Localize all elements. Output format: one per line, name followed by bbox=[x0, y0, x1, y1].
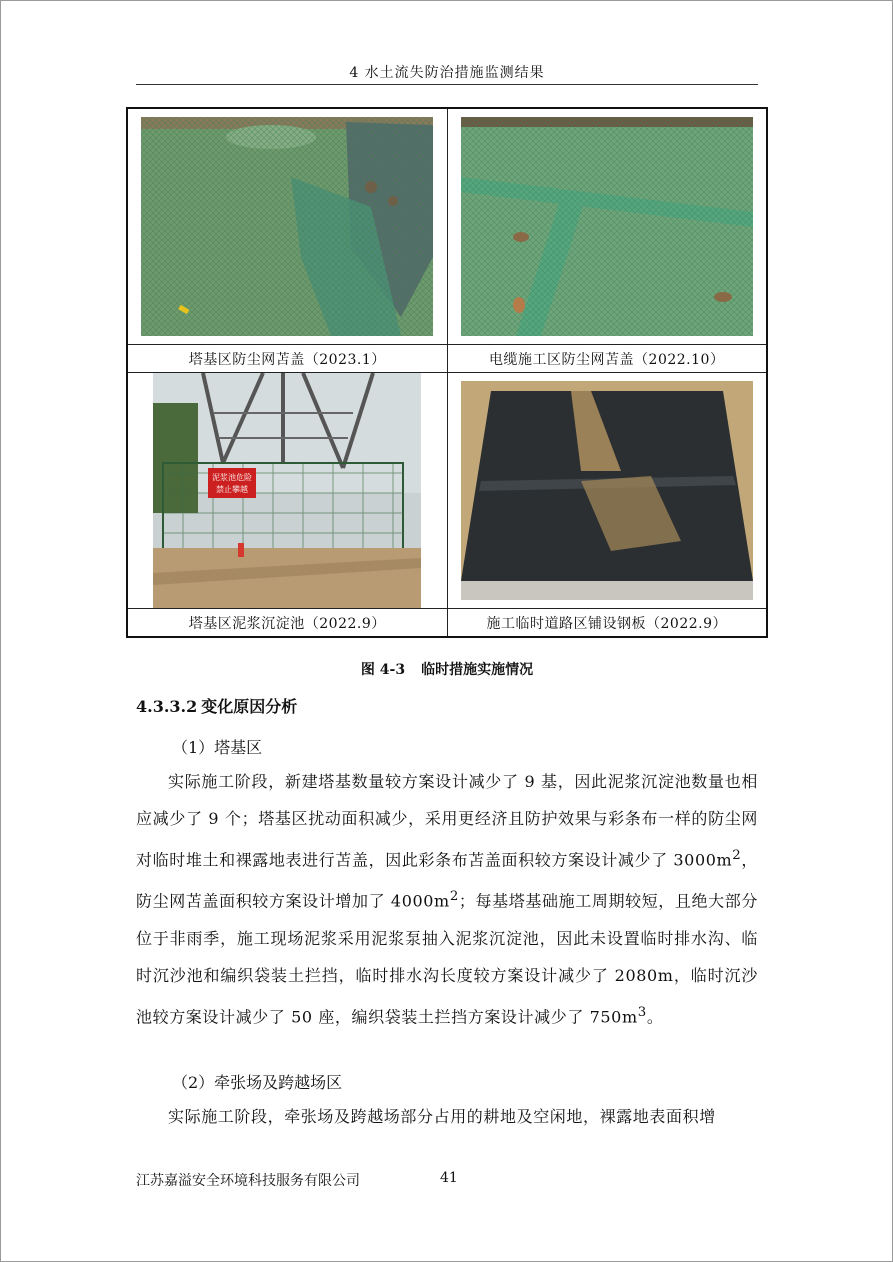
dust-net-cable-photo bbox=[461, 117, 753, 336]
running-header: 4 水土流失防治措施监测结果 bbox=[349, 65, 545, 81]
photo-cell bbox=[447, 373, 767, 609]
section-number: 4.3.3.2 bbox=[136, 697, 198, 716]
steel-plate-road-photo bbox=[461, 381, 753, 600]
section-heading bbox=[136, 694, 297, 717]
photo-caption: 施工临时道路区铺设钢板（2022.9） bbox=[447, 609, 767, 638]
subheading-tension-area: （2）牵张场及跨越场区 bbox=[172, 1073, 343, 1092]
photo-cell bbox=[127, 373, 447, 609]
mud-pond-photo bbox=[153, 373, 421, 608]
footer-company: 江苏嘉溢安全环境科技服务有限公司 bbox=[136, 1173, 360, 1189]
photo-grid bbox=[126, 107, 768, 638]
section-title: 变化原因分析 bbox=[201, 697, 298, 716]
header-rule bbox=[136, 84, 758, 85]
photo-caption: 塔基区防尘网苫盖（2023.1） bbox=[127, 345, 447, 373]
paragraph-tension-area: 实际施工阶段，牵张场及跨越场部分占用的耕地及空闲地，裸露地表面积增 bbox=[168, 1107, 716, 1126]
photo-caption: 塔基区泥浆沉淀池（2022.9） bbox=[127, 609, 447, 638]
dust-net-tower-photo bbox=[141, 117, 433, 336]
photo-cell bbox=[127, 108, 447, 345]
figure-number: 图 4-3 bbox=[360, 662, 406, 678]
figure-title: 临时措施实施情况 bbox=[421, 662, 534, 678]
subheading-tower-area: （1）塔基区 bbox=[172, 738, 263, 757]
photo-caption: 电缆施工区防尘网苫盖（2022.10） bbox=[447, 345, 767, 373]
photo-cell bbox=[447, 108, 767, 345]
page-number: 41 bbox=[440, 1170, 458, 1186]
warning-sign-line: 禁止攀越 bbox=[216, 485, 249, 494]
figure-caption bbox=[126, 659, 768, 679]
warning-sign-line: 泥浆池危险 bbox=[212, 473, 253, 482]
paragraph-tower-area: 实际施工阶段，新建塔基数量较方案设计减少了 9 基，因此泥浆沉淀池数量也相应减少了 9 个；塔基区扰动面积减少，采用更经济且防护效果与彩条布一样的防尘网对临时堆土和裸露地表进行苫盖，因此彩条布苫盖面积较方案设计减少了 $3000m^2$，防尘网苫盖面积较方案设计增加了 $4000m^2$；每基塔基础施工周期较短，且绝大部分位于非雨季，施工现场泥浆采用泥浆泵抽入泥浆沉淀池，因此未设置临时排水沟、临时沉沙池和编织袋装土拦挡，临时排水沟长度较方案设计减少了 2080m，临时沉沙池较方案设计减少了 50 座，编织袋装土拦挡方案设计减少了 $750m^3$。 bbox=[136, 772, 758, 1026]
